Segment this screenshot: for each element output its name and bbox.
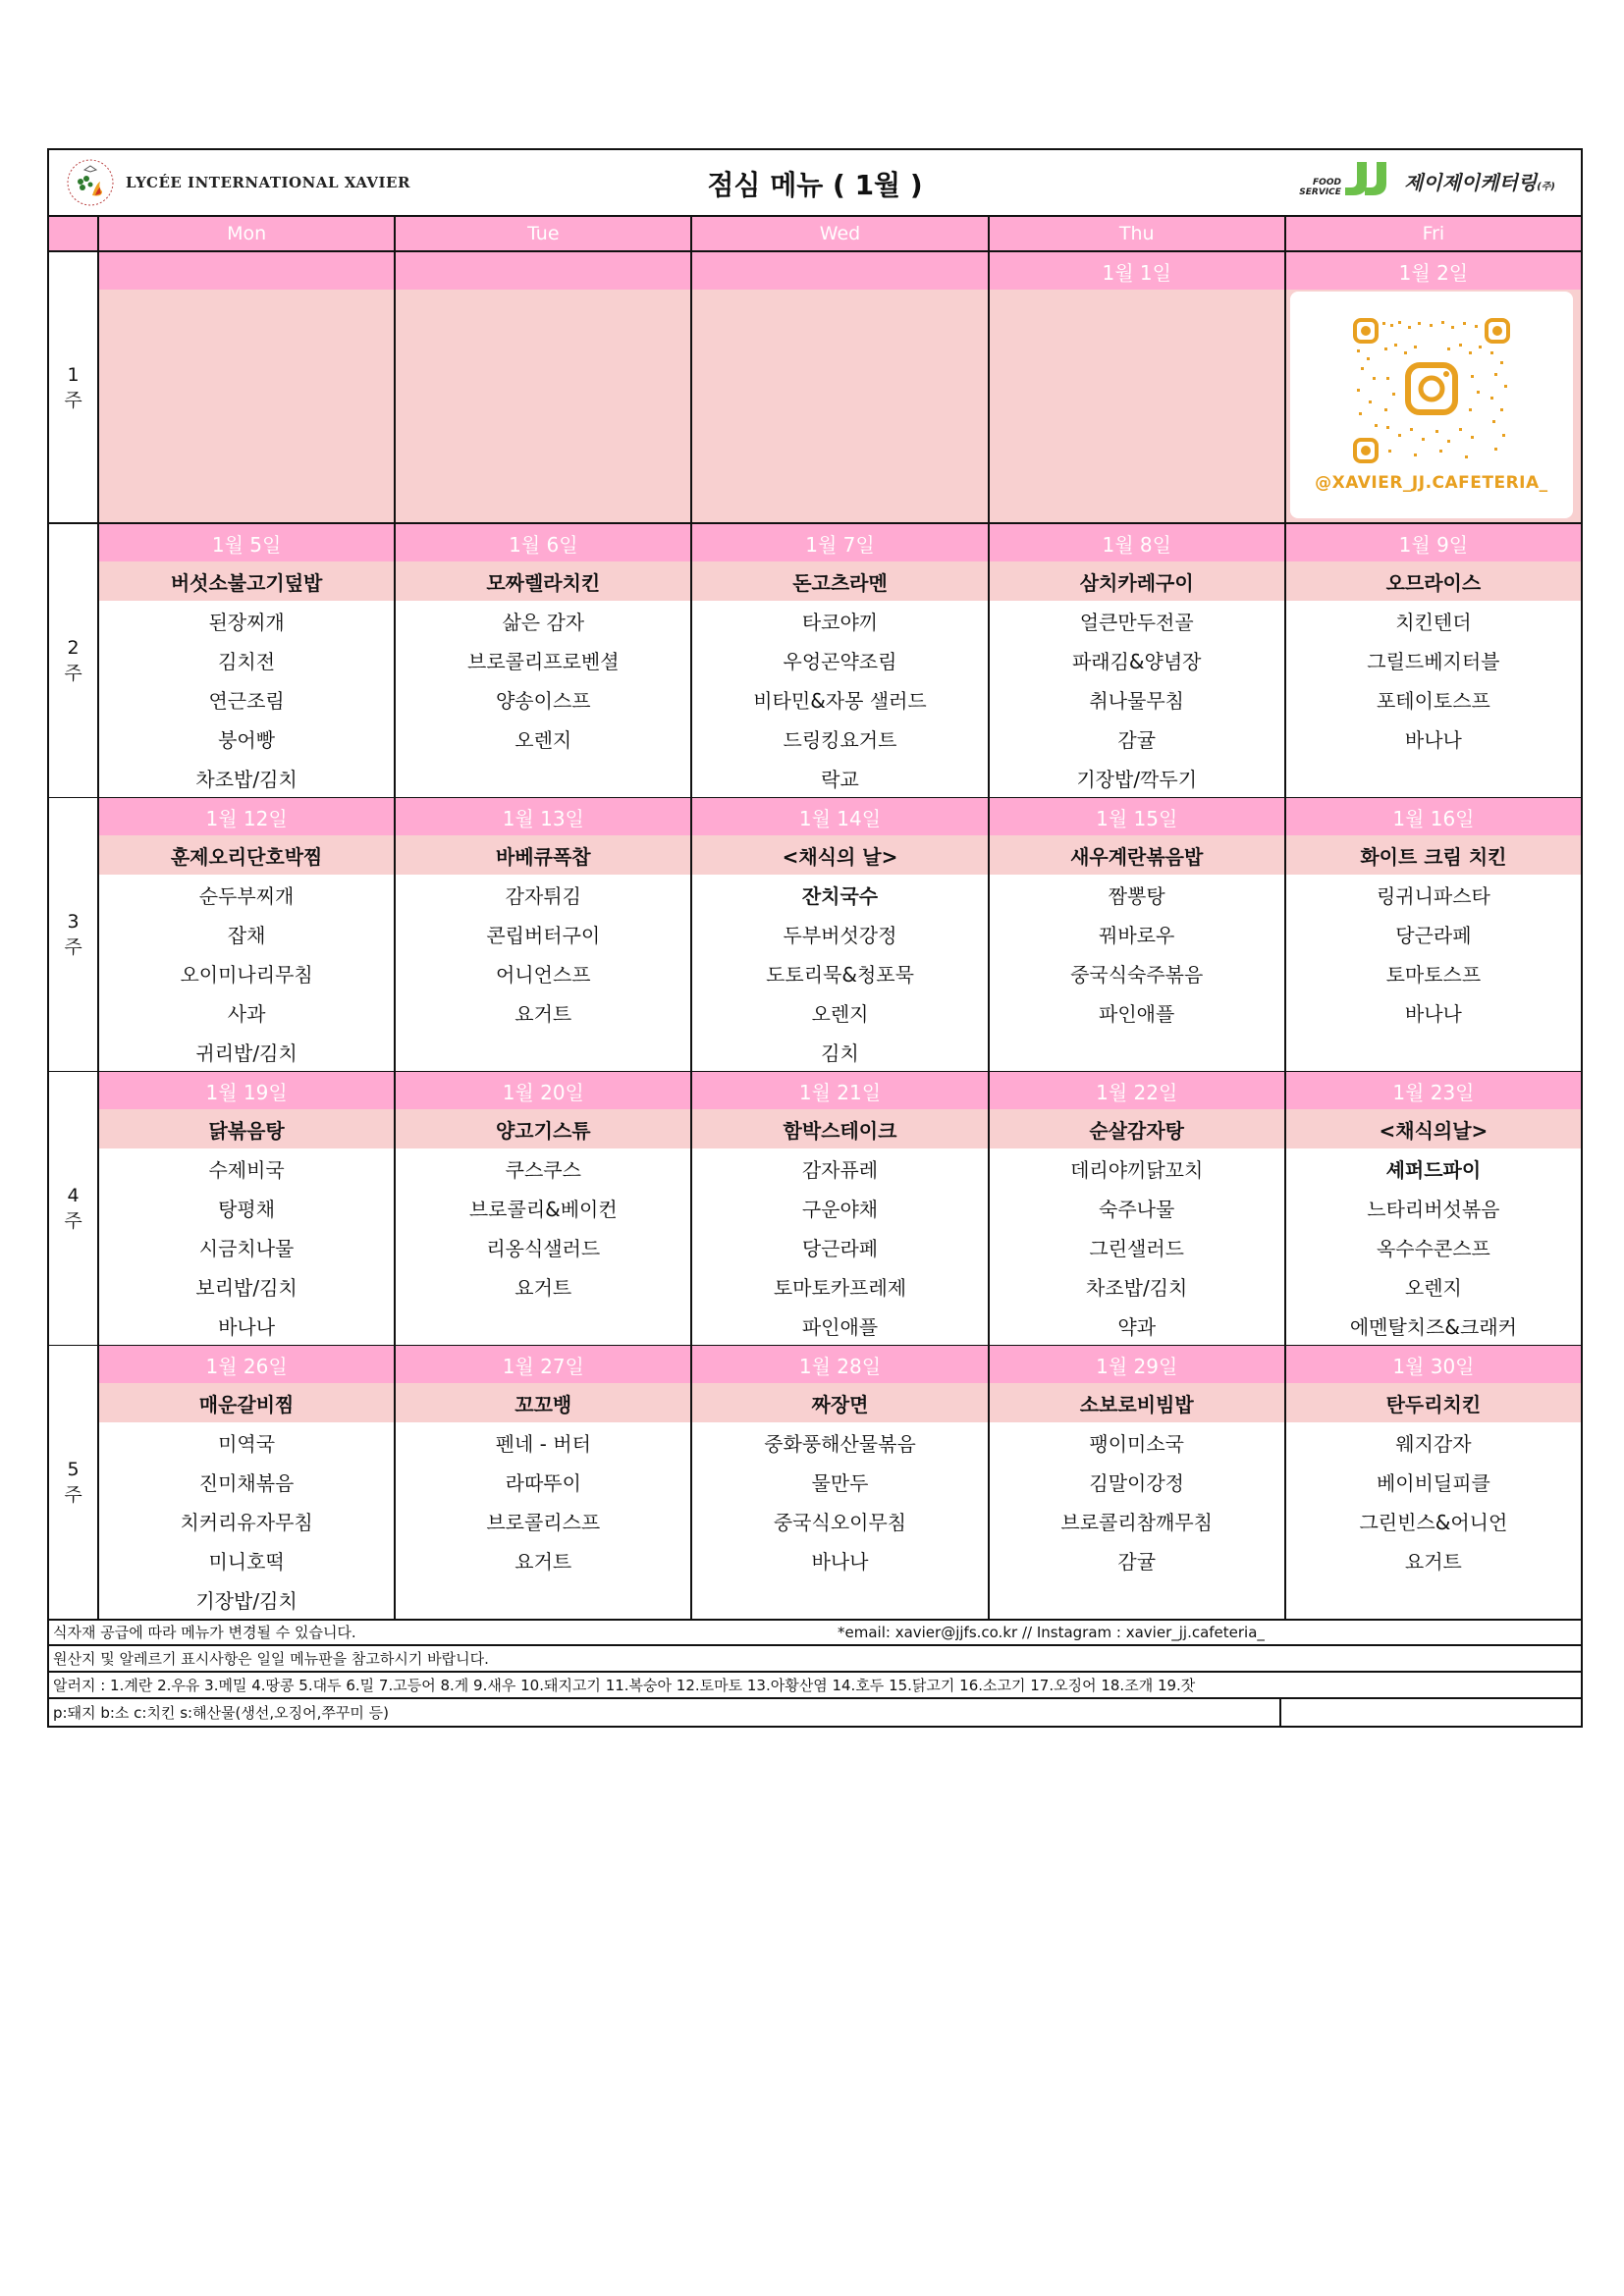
day-header-row: [49, 217, 1581, 252]
day-cell: [1284, 252, 1581, 524]
week-label: [49, 798, 97, 1073]
date-label: 1월 28일: [692, 1346, 987, 1383]
day-header-thu: Thu: [988, 217, 1284, 252]
side-dish: 리옹식샐러드: [486, 1236, 601, 1260]
date-label: 1월 21일: [692, 1072, 987, 1109]
day-cell: [97, 524, 394, 799]
side-dish: [990, 1032, 1284, 1071]
meat-legend: p:돼지 b:소 c:치킨 s:해산물(생선,오징어,쭈꾸미 등): [53, 1704, 389, 1722]
empty-cell: [692, 290, 987, 522]
menu-change-note: 식자재 공급에 따라 메뉴가 변경될 수 있습니다.: [53, 1624, 356, 1641]
side-dish: 김치전: [218, 649, 276, 673]
side-dish: 구운야채: [801, 1197, 879, 1221]
date-label: 1월 23일: [1286, 1072, 1581, 1109]
week-number: 4: [67, 1185, 80, 1206]
side-dish: 라따뚜이: [505, 1470, 581, 1495]
date-label: 1월 13일: [396, 798, 690, 835]
side-dish: 베이비딜피클: [1376, 1470, 1490, 1495]
main-dish: 꼬꼬뱅: [396, 1383, 690, 1422]
date-label: 1월 7일: [692, 524, 987, 561]
day-cell: [690, 1346, 987, 1621]
date-label: 1월 2일: [1286, 252, 1581, 290]
side-dish: 요거트: [514, 1001, 572, 1026]
main-dish: 화이트 크림 치킨: [1286, 835, 1581, 875]
day-cell: [988, 1072, 1284, 1347]
side-dish: 그린샐러드: [1089, 1236, 1184, 1260]
date-label: 1월 6일: [396, 524, 690, 561]
date-label: [99, 252, 394, 290]
side-dish: 잔치국수: [801, 883, 879, 908]
side-dish: 그릴드베지터블: [1367, 649, 1500, 673]
side-dish: 탕평채: [218, 1197, 276, 1221]
date-label: 1월 29일: [990, 1346, 1284, 1383]
week-row-5: [49, 1346, 1581, 1620]
qr-code-icon: [1353, 318, 1510, 463]
main-dish: 함박스테이크: [692, 1109, 987, 1148]
side-dish: [1286, 1032, 1581, 1071]
side-dish: 기장밥/깍두기: [1076, 767, 1198, 791]
day-cell: [97, 252, 394, 524]
side-dish: 감자튀김: [505, 883, 581, 908]
side-dish: [396, 1306, 690, 1345]
side-dish: 쿠스쿠스: [505, 1157, 581, 1182]
side-dish: 중화풍해산물볶음: [764, 1431, 916, 1456]
origin-allergy-note: 원산지 및 알레르기 표시사항은 일일 메뉴판을 참고하시기 바랍니다.: [53, 1650, 489, 1668]
allergen-list: 알러지 : 1.계란 2.우유 3.메밀 4.땅콩 5.대두 6.밀 7.고등어 8.게 9.새우 10.돼지고기 11.복숭아 12.토마토 13.아황산염 14.호두 15.닭고기 16.소고기 17.오징어 18.조개 19.잣: [53, 1677, 1196, 1694]
side-dish: 바나나: [218, 1314, 276, 1339]
instagram-handle: @XAVIER_JJ.CAFETERIA_: [1315, 472, 1548, 493]
caterer-brand: [1299, 160, 1555, 197]
side-dish: [396, 1579, 690, 1619]
main-dish: 훈제오리단호박찜: [99, 835, 394, 875]
qr-card[interactable]: [1290, 292, 1573, 518]
date-label: 1월 9일: [1286, 524, 1581, 561]
side-dish: 그린빈스&어니언: [1359, 1510, 1508, 1534]
side-dish: 브로콜리참깨무침: [1060, 1510, 1213, 1534]
instagram-qr-panel: [1286, 290, 1581, 522]
side-dish: 연근조림: [208, 688, 285, 713]
side-dish: 파인애플: [1099, 1001, 1175, 1026]
side-dish: 요거트: [514, 1275, 572, 1300]
day-cell: [394, 1072, 690, 1347]
side-dish: 미역국: [218, 1431, 276, 1456]
empty-cell: [99, 290, 394, 522]
side-dish: 브로콜리&베이컨: [468, 1197, 618, 1221]
week-unit: 주: [64, 936, 82, 958]
side-dish: [692, 1579, 987, 1619]
side-dish: 팽이미소국: [1089, 1431, 1184, 1456]
side-dish: 바나나: [811, 1549, 869, 1574]
date-label: 1월 12일: [99, 798, 394, 835]
main-dish: 소보로비빔밥: [990, 1383, 1284, 1422]
day-header-tue: Tue: [394, 217, 690, 252]
main-dish: 버섯소불고기덮밥: [99, 561, 394, 601]
day-cell: [988, 798, 1284, 1073]
side-dish: 파래김&양념장: [1071, 649, 1202, 673]
side-dish: 감자퓨레: [801, 1157, 879, 1182]
side-dish: [990, 1579, 1284, 1619]
main-dish: 바베큐폭찹: [396, 835, 690, 875]
side-dish: 보리밥/김치: [195, 1275, 298, 1300]
main-dish: 짜장면: [692, 1383, 987, 1422]
weeks-container: [49, 524, 1581, 1620]
main-dish: <채식의날>: [1286, 1109, 1581, 1148]
side-dish: 귀리밥/김치: [195, 1041, 298, 1065]
side-dish: 얼큰만두전골: [1079, 610, 1194, 634]
day-cell: [988, 252, 1284, 524]
week-label: [49, 1346, 97, 1621]
side-dish: 감귤: [1117, 727, 1157, 752]
side-dish: 기장밥/김치: [195, 1588, 298, 1613]
day-cell: [97, 1072, 394, 1347]
main-dish: 탄두리치킨: [1286, 1383, 1581, 1422]
week-unit: 주: [64, 663, 82, 684]
side-dish: 치킨텐더: [1395, 610, 1472, 634]
side-dish: 차조밥/김치: [1086, 1275, 1188, 1300]
side-dish: 바나나: [1404, 1001, 1462, 1026]
footer-row-4: [49, 1699, 1581, 1726]
side-dish: 브로콜리프로벤셜: [467, 649, 620, 673]
empty-cell: [990, 290, 1284, 522]
side-dish: 물만두: [811, 1470, 869, 1495]
week-row-4: [49, 1072, 1581, 1346]
jj-logo-icon: [1343, 160, 1402, 197]
side-dish: 붕어빵: [218, 727, 276, 752]
side-dish: 토마토카프레제: [773, 1275, 907, 1300]
main-dish: 매운갈비찜: [99, 1383, 394, 1422]
side-dish: 요거트: [1404, 1549, 1462, 1574]
day-header-wed: Wed: [690, 217, 987, 252]
empty-cell: [396, 290, 690, 522]
side-dish: 당근라페: [1395, 923, 1472, 947]
side-dish: 꿔바로우: [1099, 923, 1175, 947]
day-cell: [690, 524, 987, 799]
main-dish: <채식의 날>: [692, 835, 987, 875]
side-dish: 요거트: [514, 1549, 572, 1574]
main-dish: 닭볶음탕: [99, 1109, 394, 1148]
school-name: LYCÉE INTERNATIONAL XAVIER: [126, 174, 410, 191]
week-row-1: [49, 252, 1581, 524]
side-dish: 김말이강정: [1089, 1470, 1184, 1495]
side-dish: 오렌지: [811, 1001, 869, 1026]
day-header-mon: Mon: [97, 217, 394, 252]
week-label: [49, 252, 97, 524]
food-service-line2: SERVICE: [1299, 187, 1341, 197]
week-label: [49, 1072, 97, 1347]
side-dish: 중국식오이무침: [773, 1510, 907, 1534]
side-dish: 순두부찌개: [198, 883, 295, 908]
day-cell: [988, 1346, 1284, 1621]
week-row-3: [49, 798, 1581, 1072]
footer-row-1: [49, 1620, 1581, 1646]
side-dish: 두부버섯강정: [783, 923, 897, 947]
date-label: 1월 19일: [99, 1072, 394, 1109]
day-cell: [394, 798, 690, 1073]
side-dish: 브로콜리스프: [486, 1510, 601, 1534]
date-label: 1월 30일: [1286, 1346, 1581, 1383]
date-label: 1월 22일: [990, 1072, 1284, 1109]
side-dish: 숙주나물: [1099, 1197, 1175, 1221]
date-label: 1월 20일: [396, 1072, 690, 1109]
date-label: 1월 14일: [692, 798, 987, 835]
day-cell: [1284, 798, 1581, 1073]
day-header-fri: Fri: [1284, 217, 1581, 252]
week-row-2: [49, 524, 1581, 798]
date-label: 1월 16일: [1286, 798, 1581, 835]
day-cell: [1284, 524, 1581, 799]
date-label: [396, 252, 690, 290]
side-dish: 양송이스프: [495, 688, 591, 713]
day-cell: [394, 252, 690, 524]
side-dish: 비타민&자몽 샐러드: [753, 688, 927, 713]
day-cell: [988, 524, 1284, 799]
side-dish: 잡채: [227, 923, 266, 947]
day-cell: [690, 1072, 987, 1347]
date-label: 1월 8일: [990, 524, 1284, 561]
side-dish: [396, 758, 690, 797]
food-service-tag: [1299, 178, 1341, 197]
date-label: 1월 15일: [990, 798, 1284, 835]
side-dish: 취나물무침: [1089, 688, 1184, 713]
week-col-header: [49, 217, 97, 252]
title-bar: [49, 150, 1581, 217]
main-dish: 오므라이스: [1286, 561, 1581, 601]
caterer-name: [1404, 167, 1555, 195]
day-cell: [690, 798, 987, 1073]
side-dish: 웨지감자: [1395, 1431, 1472, 1456]
side-dish: 에멘탈치즈&크래커: [1349, 1314, 1517, 1339]
day-cell: [394, 524, 690, 799]
side-dish: 된장찌개: [208, 610, 285, 634]
main-dish: 순살감자탕: [990, 1109, 1284, 1148]
week-number: 1: [67, 363, 80, 386]
main-dish: 돈고츠라멘: [692, 561, 987, 601]
side-dish: 차조밥/김치: [195, 767, 298, 791]
side-dish: 펜네 - 버터: [495, 1431, 591, 1456]
side-dish: 바나나: [1404, 727, 1462, 752]
side-dish: 콘립버터구이: [486, 923, 601, 947]
side-dish: 포테이토스프: [1376, 688, 1490, 713]
side-dish: 짬뽕탕: [1108, 883, 1165, 908]
side-dish: 당근라페: [801, 1236, 879, 1260]
side-dish: [396, 1032, 690, 1071]
main-dish: 양고기스튜: [396, 1109, 690, 1148]
caterer-name-text: 제이제이케터링: [1403, 171, 1538, 194]
side-dish: 김치: [821, 1041, 859, 1065]
side-dish: 오이미나리무침: [180, 962, 313, 987]
side-dish: 파인애플: [801, 1314, 879, 1339]
side-dish: 데리야끼닭꼬치: [1070, 1157, 1204, 1182]
contact-info: *email: xavier@jjfs.co.kr // Instagram : xavier_jj.cafeteria_: [838, 1623, 1265, 1641]
side-dish: [1286, 758, 1581, 797]
week-unit: 주: [64, 389, 82, 411]
date-label: 1월 1일: [990, 252, 1284, 290]
side-dish: 옥수수콘스프: [1376, 1236, 1490, 1260]
side-dish: 약과: [1117, 1314, 1157, 1339]
date-label: 1월 5일: [99, 524, 394, 561]
footer-divider: [1279, 1699, 1281, 1726]
side-dish: 셰퍼드파이: [1385, 1157, 1482, 1182]
side-dish: 느타리버섯볶음: [1367, 1197, 1500, 1221]
side-dish: 타코야끼: [801, 610, 879, 634]
week-number: 3: [67, 911, 80, 933]
side-dish: 오렌지: [514, 727, 572, 752]
side-dish: 사과: [227, 1001, 266, 1026]
side-dish: 우엉곤약조림: [783, 649, 897, 673]
date-label: 1월 26일: [99, 1346, 394, 1383]
day-cell: [690, 252, 987, 524]
side-dish: 수제비국: [208, 1157, 285, 1182]
day-cell: [1284, 1346, 1581, 1621]
side-dish: 진미채볶음: [198, 1470, 295, 1495]
side-dish: 링귀니파스타: [1376, 883, 1490, 908]
day-cell: [97, 1346, 394, 1621]
day-cell: [97, 798, 394, 1073]
week-unit: 주: [64, 1484, 82, 1506]
week-number: 5: [67, 1459, 80, 1480]
food-service-line1: FOOD: [1313, 178, 1341, 187]
side-dish: 도토리묵&청포묵: [766, 962, 914, 987]
side-dish: 삶은 감자: [502, 610, 585, 634]
footer-row-3: [49, 1673, 1581, 1699]
side-dish: 시금치나물: [198, 1236, 295, 1260]
side-dish: 오렌지: [1404, 1275, 1462, 1300]
day-cell: [1284, 1072, 1581, 1347]
side-dish: 중국식숙주볶음: [1070, 962, 1204, 987]
side-dish: 치커리유자무침: [180, 1510, 313, 1534]
page-title: 점심 메뉴 ( 1월 ): [707, 169, 923, 201]
date-label: 1월 27일: [396, 1346, 690, 1383]
main-dish: 삼치카레구이: [990, 561, 1284, 601]
caterer-suffix: (주): [1537, 182, 1555, 192]
side-dish: 락교: [821, 767, 859, 791]
main-dish: 모짜렐라치킨: [396, 561, 690, 601]
day-cell: [394, 1346, 690, 1621]
side-dish: [1286, 1579, 1581, 1619]
side-dish: 어니언스프: [495, 962, 591, 987]
week-number: 2: [67, 637, 80, 659]
main-dish: 새우계란볶음밥: [990, 835, 1284, 875]
menu-sheet: [47, 148, 1583, 1728]
footer-row-2: [49, 1646, 1581, 1673]
week-unit: 주: [64, 1210, 82, 1232]
side-dish: 토마토스프: [1385, 962, 1482, 987]
side-dish: 드링킹요거트: [783, 727, 897, 752]
date-label: [692, 252, 987, 290]
side-dish: 미니호떡: [208, 1549, 285, 1574]
side-dish: 감귤: [1117, 1549, 1157, 1574]
week-label: [49, 524, 97, 799]
